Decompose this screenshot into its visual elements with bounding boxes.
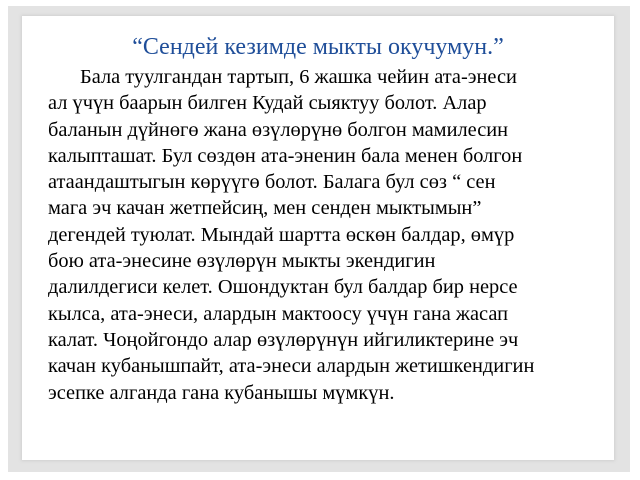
paragraph-line: калыпташат. Бул сөздөн ата-эненин бала менен болгон: [48, 144, 523, 167]
paragraph-line: кылса, ата-энеси, алардын мактоосу үчүн гана жасап: [48, 302, 509, 325]
title-text: Сендей кезимде мыкты окучумун.: [142, 34, 494, 60]
paragraph-line: калат. Чоңойгондо алар өзүлөрүнүн ийгиликтерине эч: [48, 328, 519, 351]
paragraph-line: баланын дүйнөгө жана өзүлөрүнө болгон мамилесин: [48, 118, 509, 141]
paragraph-line: бою ата-энесине өзүлөрүн мыкты экендигин: [48, 250, 436, 273]
paragraph-line: ал үчүн баарын билген Кудай сыяктуу болот. Алар: [48, 92, 487, 115]
paragraph-line: Бала туулгандан тартып, 6 жашка чейин ата-энеси: [80, 66, 517, 88]
paragraph-line: дегендей туюлат. Мындай шартта өскөн балдар, өмүр: [48, 223, 515, 246]
slide-title: [22, 32, 614, 62]
slide: [22, 16, 614, 460]
paragraph-line: эсепке алганда гана кубанышы мүмкүн.: [48, 381, 395, 404]
paragraph-line: мага эч качан жетпейсиң, мен сенден мыктымын”: [48, 197, 482, 220]
title-close-quote: ”: [493, 34, 504, 60]
title-open-quote: “: [132, 34, 143, 60]
paragraph-line: атаандаштыгын көрүүгө болот. Балага бул сөз “ сен: [48, 171, 496, 194]
slide-paragraph: [48, 64, 588, 406]
paragraph-line: далилдегиси келет. Ошондуктан бул балдар бир нерсе: [48, 276, 518, 299]
paragraph-line: качан кубанышпайт, ата-энеси алардын жетишкендигин: [48, 355, 535, 378]
